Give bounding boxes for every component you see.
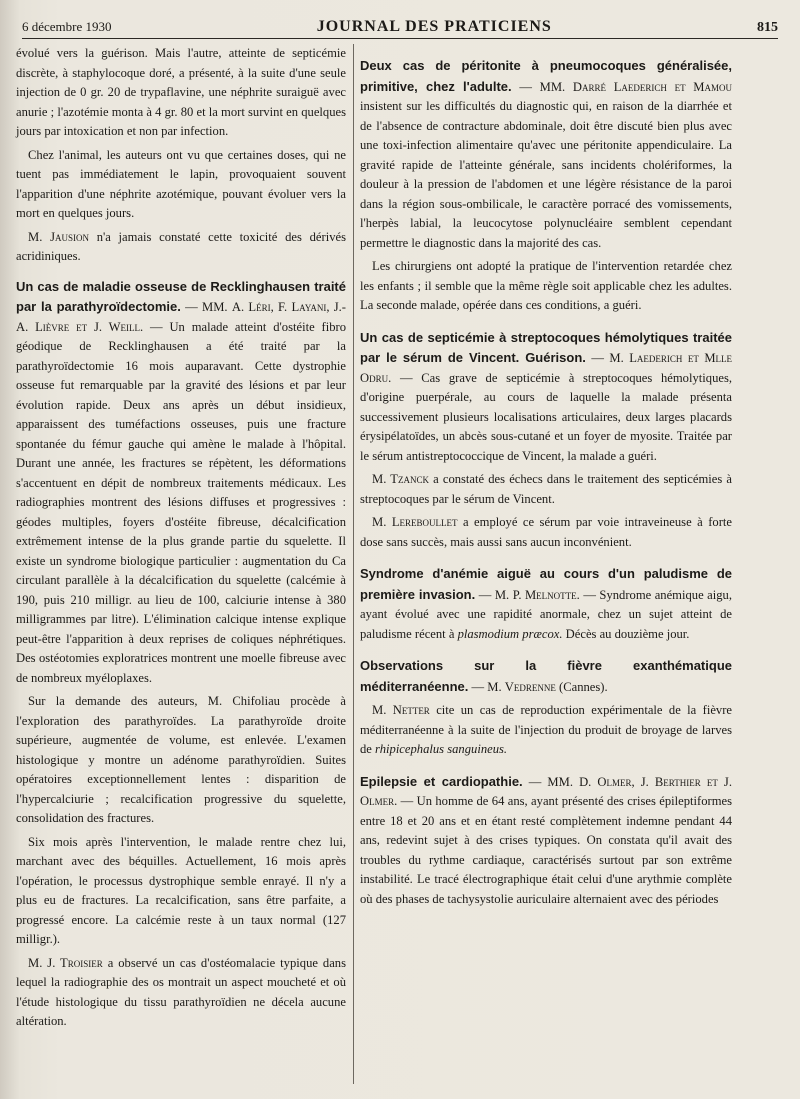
separator: — MM. bbox=[180, 300, 232, 314]
separator: — M. P. bbox=[475, 587, 525, 602]
article-peritonite bbox=[360, 56, 732, 316]
author-name: M. Netter bbox=[372, 703, 430, 717]
paragraph-text: — Un malade atteint d'ostéite fibro géodique de Recklinghausen a été traité par la parathyroïdectomie 16 mois auparavant. Cette dystrophie osseuse fut remarquable par la gravité des lésions et par leur évolution rapide. Deux ans après un début insidieux, apparaissent des tuméfactions osseuses, puis une fracture spontanée du fémur gauche qui amène le malade à l'hôpital. Durant une année, les fractures se répètent, les déformations s'accentuent en dépit de nombreux traitements médicaux. Les radiographies montrent des lésions diffuses et progressives : géodes multiples, foyers d'ostéite fibreuse, décalcification extrêmement intense de la plus grande partie du squelette. Il existe un syndrome biologique particulier : augmentation du Ca circulant parallèle à la décalcification du squelette (calcémie à 190, puis 210 milligr. au lieu de 100, calciurie intense à 380 milligrammes par litre). L'élimination calcique intense explique peut-être l'apparition à deux reprises de coliques néphrétiques. Des ostéotomies exploratrices montrent une moelle fibreuse avec de nombreux myéloplaxes. bbox=[16, 319, 346, 685]
article-authors: A. Léri, F. Layani, J.-A. Lièvre et J. Weill. bbox=[16, 300, 346, 334]
separator: — MM. bbox=[522, 774, 580, 789]
article-recklinghausen bbox=[16, 277, 346, 1032]
species-name: plasmodium præcox. bbox=[457, 626, 563, 641]
page-number: 815 bbox=[756, 20, 778, 35]
article-title: Un cas de maladie osseuse de Recklinghausen traité par la parathyroïdectomie. bbox=[16, 278, 346, 314]
paragraph-text: insistent sur les difficultés du diagnostic qui, en raison de la diarrhée et de l'absence de contracture abdominale, doit être discuté bien plus avec une toxi-infection alimentaire qu'avec une péritonite appendiculaire. La gravité rapide de l'atteinte générale, sans incidents cholériformes, la douleur à la pression de l'abdomen et une légère résistance de la paroi dans la région sous-ombilicale, le caractère porracé des vomissements, l'herpès labial, la leucocytose polynucléaire semblent cependant permettre le diagnostic dans la majorité des cas. bbox=[360, 99, 732, 250]
paragraph bbox=[360, 470, 732, 509]
author-place: (Cannes). bbox=[555, 679, 608, 694]
author-name: M. Tzanck bbox=[372, 472, 429, 486]
paragraph: Six mois après l'intervention, le malade rentre chez lui, marchant avec des béquilles. Actuellement, 16 mois après l'opération, le processus dystrophique semble enrayé. Il n'y a plus eu de fractures. La recalcification, sans être parfaite, a progressé encore. La calcémie reste à un taux normal (127 milligr.). bbox=[16, 834, 346, 946]
article-epilepsie bbox=[360, 772, 732, 910]
column-divider bbox=[353, 44, 354, 1084]
article-title: Epilepsie et cardiopathie. bbox=[360, 773, 523, 789]
article-authors: D. Olmer, J. Berthier et J. Olmer. bbox=[360, 774, 732, 808]
author-name: M. Lereboullet bbox=[372, 515, 458, 529]
article-title: Observations sur la fièvre exanthématique méditerranéenne. bbox=[360, 658, 732, 694]
paragraph bbox=[360, 701, 732, 760]
paragraph: Chez l'animal, les auteurs ont vu que certaines doses, qui ne tuent pas immédiatement le lapin, provoquaient souvent l'apparition d'une néphrite azotémique, pouvant évoluer vers la mort en quelques jours. bbox=[16, 147, 346, 220]
paragraph-text: cite un cas de reproduction expérimentale de la fièvre méditerranéenne à la suite de l'injection du produit de broyage de larves de bbox=[360, 703, 732, 756]
article-septicemie bbox=[360, 328, 732, 553]
left-column bbox=[16, 44, 346, 1036]
article-heading bbox=[360, 564, 732, 644]
article-authors: Darré Laederich et Mamou bbox=[572, 79, 732, 94]
paragraph-text: — Un homme de 64 ans, ayant présenté des crises épileptiformes entre 18 et 20 ans et en étant resté complètement indemne pendant 44 ans, redevint sujet à des crises typiques. On constata qu'il avait des troubles du rythme cardiaque, caractérisés surtout par son extrême instabilité. Le tracé électrographique était celui d'une arythmie complète où des phases de tachysystolie auriculaire alternaient avec des périodes bbox=[360, 794, 732, 906]
paragraph bbox=[16, 228, 346, 267]
species-name: rhipicephalus sanguineus. bbox=[375, 742, 508, 756]
article-heading bbox=[360, 656, 732, 697]
article-heading bbox=[360, 772, 732, 910]
paragraph-text: Décès au douzième jour. bbox=[562, 626, 690, 641]
paragraph: évolué vers la guérison. Mais l'autre, atteinte de septicémie discrète, à staphylocoque doré, a présenté, à la suite d'une seule injection de 0 gr. 20 de trypaflavine, une néphrite suraiguë avec anurie ; l'azotémie monta à 4 gr. 80 et la mort survint en quelques jours par intoxication et non par infection. bbox=[16, 46, 346, 138]
journal-title: JOURNAL DES PRATICIENS bbox=[316, 18, 552, 35]
paragraph-text: a observé un cas d'ostéomalacie typique dans lequel la radiographie des os montrait un aspect moucheté et où l'étude histologique du tissu parathyroïdien ne décela aucune altération. bbox=[16, 955, 346, 1028]
paragraph-text: a employé ce sérum par voie intraveineuse à forte dose sans succès, mais aussi sans aucun inconvénient. bbox=[360, 515, 732, 549]
article-paludisme bbox=[360, 564, 732, 644]
paragraph bbox=[360, 513, 732, 552]
paragraph-text: — Cas grave de septicémie à streptocoques hémolytiques, d'origine puerpérale, au cours de laquelle la malade présenta successivement plusieurs localisations articulaires, deux larges placards érysipélatoïdes, un abcès sous-cutané et un foyer de myosite. Traitée par le sérum antistreptococcique de Vincent, la malade a guéri. bbox=[360, 370, 732, 463]
article-continuation bbox=[16, 44, 346, 267]
article-title: Un cas de septicémie à streptocoques hémolytiques traitée par le sérum de Vincent. Guérison. bbox=[360, 329, 732, 365]
separator: — M. bbox=[468, 679, 505, 694]
author-name: M. J. Troisier bbox=[28, 955, 103, 970]
separator: — MM. bbox=[511, 79, 573, 94]
paragraph: Les chirurgiens ont adopté la pratique de l'intervention retardée chez les enfants ; il semble que la même règle soit applicable chez les adultes. La seconde malade, opérée dans ces conditions, a guéri. bbox=[360, 259, 732, 312]
separator: — M. bbox=[585, 351, 630, 365]
article-heading bbox=[360, 328, 732, 467]
paragraph: Sur la demande des auteurs, M. Chifoliau procède à l'exploration des parathyroïdes. La parathyroïde droite supérieure, augmentée de volume, est enlevée. L'examen histologique y montre un adénome parathyroïdien. Suites opératoires exceptionnellement lentes : disparition de l'hypercalciurie ; recalcification progressive du squelette, consolidation des fractures. bbox=[16, 694, 346, 825]
right-column bbox=[360, 44, 732, 913]
header-date: 6 décembre 1930 bbox=[22, 19, 112, 34]
paragraph bbox=[16, 954, 346, 1032]
paragraph-text: — Syndrome anémique aigu, ayant évolué avec une rapidité anormale, chez un sujet atteint de paludisme récent à bbox=[360, 587, 733, 641]
article-authors: Vedrenne bbox=[504, 679, 556, 694]
paragraph-text: a constaté des échecs dans le traitement des septicémies à streptocoques par le sérum de Vincent. bbox=[360, 472, 732, 506]
page-header bbox=[22, 8, 778, 39]
author-name: M. Jausion bbox=[28, 229, 89, 244]
article-fievre bbox=[360, 656, 732, 760]
article-title: Deux cas de péritonite à pneumocoques généralisée, primitive, chez l'adulte. bbox=[360, 58, 732, 94]
article-heading bbox=[360, 56, 732, 253]
article-title: Syndrome d'anémie aiguë au cours d'un paludisme de première invasion. bbox=[360, 566, 732, 602]
article-authors: Laederich et Mlle Odru. bbox=[360, 351, 733, 385]
paragraph-text: n'a jamais constaté cette toxicité des dérivés acridiniques. bbox=[16, 229, 346, 263]
article-authors: Melnotte. bbox=[524, 587, 580, 602]
article-heading bbox=[16, 277, 346, 689]
